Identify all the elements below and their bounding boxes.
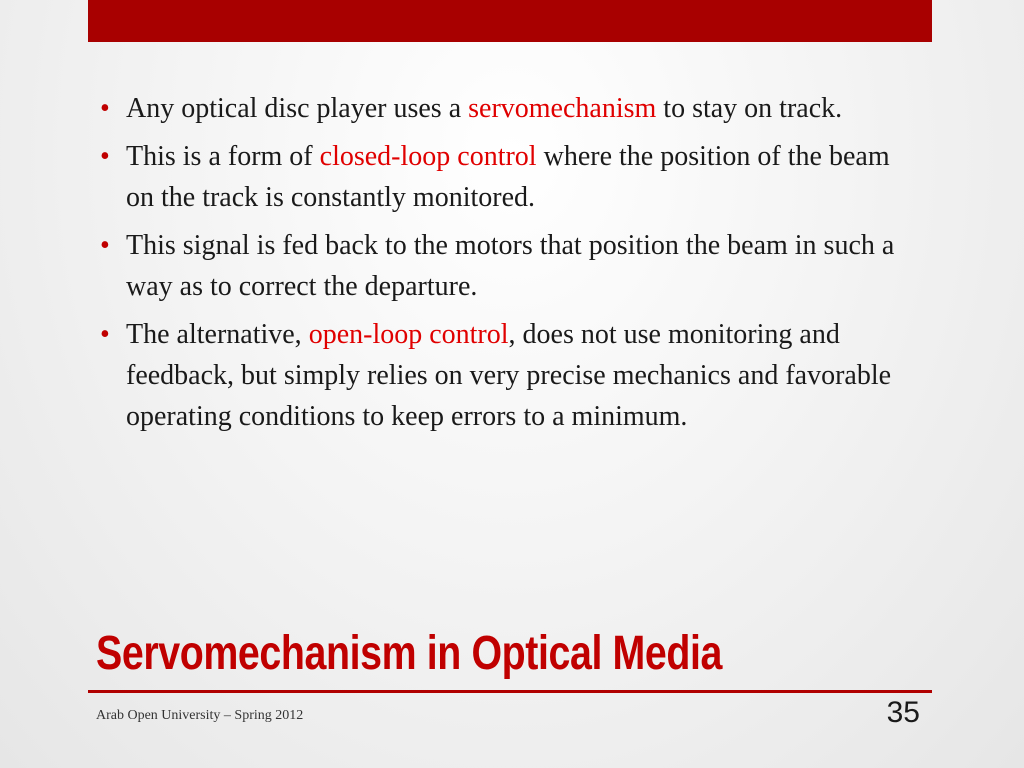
bullet-text: This signal is fed back to the motors that position the beam in such a way as to correct the departure. bbox=[126, 230, 895, 302]
bullet-text: The alternative, bbox=[126, 319, 309, 350]
bullet-text: Any optical disc player uses a bbox=[126, 93, 469, 124]
bullet-text: This is a form of bbox=[126, 141, 320, 172]
bullet-item bbox=[100, 136, 920, 218]
highlighted-term: open-loop control bbox=[308, 319, 509, 350]
bullet-icon: • bbox=[100, 230, 110, 261]
title-divider bbox=[88, 690, 932, 693]
highlighted-term: closed-loop control bbox=[319, 141, 537, 172]
bullet-text: to stay on track. bbox=[656, 93, 843, 124]
footer-text: Arab Open University – Spring 2012 bbox=[96, 708, 304, 723]
bullet-text: where the position of the beam on the track is constantly monitored. bbox=[126, 141, 890, 213]
bullet-icon: • bbox=[100, 319, 110, 350]
bullet-item bbox=[100, 314, 920, 437]
highlighted-term: servomechanism bbox=[468, 93, 657, 124]
top-accent-bar bbox=[88, 0, 932, 42]
bullet-list bbox=[100, 88, 920, 444]
bullet-item bbox=[100, 225, 920, 307]
bullet-text: , does not use monitoring and feedback, but simply relies on very precise mechanics and favorable operating conditions to keep errors to a minimum. bbox=[126, 319, 892, 432]
page-number: 35 bbox=[886, 696, 920, 729]
slide-title: Servomechanism in Optical Media bbox=[96, 627, 723, 680]
bullet-item bbox=[100, 88, 920, 129]
bullet-icon: • bbox=[100, 141, 110, 172]
bullet-icon: • bbox=[100, 93, 110, 124]
